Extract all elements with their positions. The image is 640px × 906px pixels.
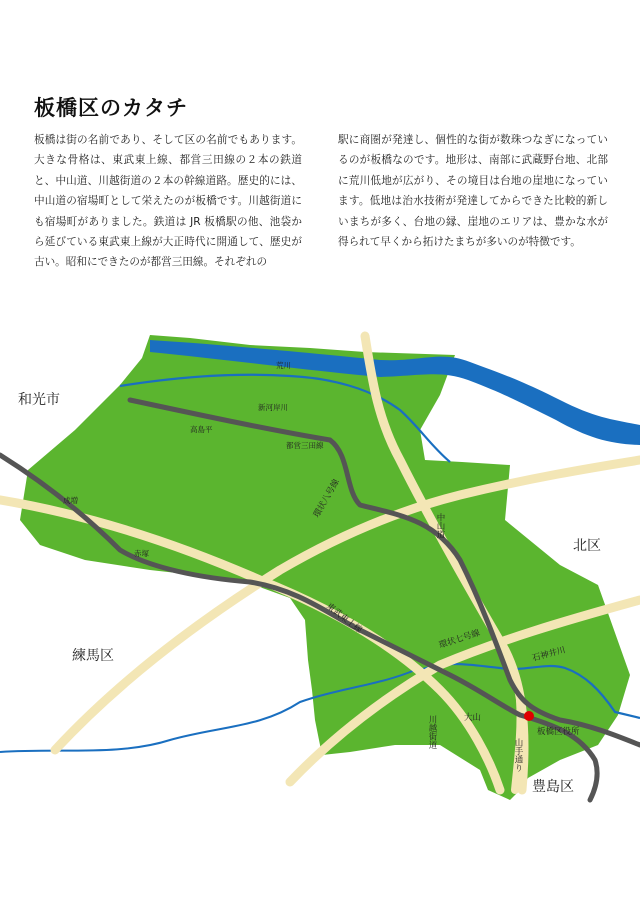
- label-toshima: 豊島区: [532, 779, 574, 795]
- ward-office-marker: [524, 711, 534, 721]
- body-text-left: 板橋は街の名前であり、そして区の名前でもあります。大きな骨格は、東武東上線、都営三田線の２本の鉄道と、中山道、川越街道の２本の幹線道路。歴史的には、中山道の宿場町として栄えたのが板橋です。川越街道にも宿場町がありました。鉄道は JR 板橋駅の他、池袋から延びている東武東上線が大正時代に開通して、歴史が古い。昭和にできたのが都営三田線。それぞれの: [34, 134, 302, 269]
- label-nerima: 練馬区: [72, 648, 114, 664]
- page-title: 板橋区のカタチ: [34, 96, 188, 120]
- label-yamate: 山手通り: [513, 738, 523, 772]
- label-kanjo8: 環状八号線: [311, 477, 342, 520]
- label-nakasendo: 中山道: [435, 513, 445, 539]
- label-ward-office: 板橋区役所: [537, 727, 580, 737]
- label-shingashi: 新河岸川: [258, 403, 288, 412]
- body-text-right: 駅に商圏が発達し、個性的な街が数珠つなぎになっているのが板橋なのです。地形は、南部に武蔵野台地、北部に荒川低地が広がり、その境目は台地の崖地になっています。低地は治水技術が発達してからできた比較的新しいまちが多く、台地の縁、崖地のエリアは、豊かな水が得られて早くから拓けたまちが多いのが特徴です。: [338, 134, 608, 249]
- label-kawagoe: 川越街道: [427, 715, 437, 749]
- label-arakawa: 荒川: [276, 361, 291, 370]
- label-shakujii: 石神井川: [531, 645, 567, 664]
- label-kanjo7: 環状七号線: [437, 628, 482, 651]
- label-kita: 北区: [573, 538, 601, 554]
- label-oyama: 大山: [464, 713, 482, 723]
- label-mita-line: 都営三田線: [286, 441, 324, 450]
- label-tojo-line: 東武東上線: [324, 601, 364, 636]
- label-narimasu: 成増: [63, 496, 78, 505]
- label-akatsuka: 赤塚: [134, 549, 149, 558]
- itabashi-map: [0, 330, 640, 830]
- label-takashimadaira: 高島平: [190, 425, 213, 434]
- label-wako: 和光市: [18, 392, 60, 408]
